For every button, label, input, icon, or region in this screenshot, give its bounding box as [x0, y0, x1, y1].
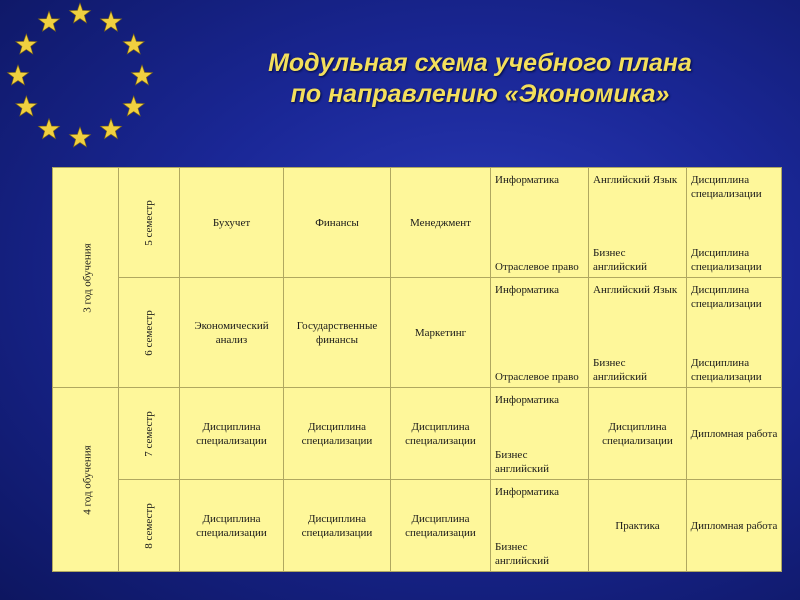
title-line-1: Модульная схема учебного плана — [268, 49, 692, 77]
semester-6-cell — [119, 278, 180, 388]
semester-6-label: 6 семестр — [143, 309, 155, 356]
semester-7-label: 7 семестр — [143, 410, 155, 457]
star-icon — [132, 65, 153, 85]
module-cell: Практика — [589, 480, 687, 572]
module-split-cell — [491, 168, 589, 278]
table-row — [53, 168, 782, 278]
star-icon — [39, 11, 60, 31]
table-row — [53, 388, 782, 480]
module-cell: Дисциплина специализации — [391, 480, 491, 572]
module-bottom: Бизнес английский — [593, 356, 647, 383]
module-bottom: Дисциплина специализации — [691, 246, 762, 273]
module-split-cell — [491, 278, 589, 388]
module-split-cell — [687, 168, 782, 278]
module-top: Английский Язык — [593, 173, 678, 186]
module-cell: Дисциплина специализации — [391, 388, 491, 480]
module-top: Дисциплина специализации — [691, 283, 762, 310]
semester-8-label: 8 семестр — [143, 502, 155, 549]
module-top: Информатика — [495, 393, 560, 406]
module-bottom: Бизнес английский — [593, 246, 647, 273]
module-split-cell — [687, 278, 782, 388]
module-top: Английский Язык — [593, 283, 678, 296]
star-icon — [8, 65, 29, 85]
module-cell: Бухучет — [180, 168, 284, 278]
module-split-cell — [589, 278, 687, 388]
module-split-cell — [491, 480, 589, 572]
module-cell: Дипломная работа — [687, 388, 782, 480]
module-bottom: Бизнес английский — [495, 540, 549, 567]
title-line-2: по направлению «Экономика» — [290, 80, 670, 108]
module-cell: Финансы — [284, 168, 391, 278]
module-cell: Менеджмент — [391, 168, 491, 278]
semester-5-cell — [119, 168, 180, 278]
module-cell: Дисциплина специализации — [180, 388, 284, 480]
module-cell: Маркетинг — [391, 278, 491, 388]
star-icon — [39, 119, 60, 139]
star-icon — [16, 34, 37, 54]
year-4-label: 4 год обучения — [81, 444, 94, 515]
year-3-label: 3 год обучения — [81, 242, 94, 313]
module-top: Информатика — [495, 485, 560, 498]
module-split-cell — [491, 388, 589, 480]
eu-stars-icon — [0, 0, 170, 160]
semester-7-cell — [119, 388, 180, 480]
star-icon — [70, 3, 91, 23]
curriculum-table — [52, 167, 782, 572]
module-top: Дисциплина специализации — [691, 173, 762, 200]
star-icon — [16, 96, 37, 116]
module-bottom: Отраслевое право — [495, 260, 579, 273]
module-cell: Дипломная работа — [687, 480, 782, 572]
year-3-cell — [53, 168, 119, 388]
semester-8-cell — [119, 480, 180, 572]
module-split-cell — [589, 168, 687, 278]
year-4-cell — [53, 388, 119, 572]
star-icon — [101, 119, 122, 139]
table-row — [53, 480, 782, 572]
page-title — [200, 48, 760, 110]
module-top: Информатика — [495, 283, 560, 296]
module-cell: Дисциплина специализации — [180, 480, 284, 572]
star-icon — [70, 127, 91, 147]
table-row — [53, 278, 782, 388]
star-icon — [123, 34, 144, 54]
star-icon — [123, 96, 144, 116]
module-bottom: Бизнес английский — [495, 448, 549, 475]
module-cell: Дисциплина специализации — [589, 388, 687, 480]
module-cell: Дисциплина специализации — [284, 480, 391, 572]
module-top: Информатика — [495, 173, 560, 186]
module-cell: Дисциплина специализации — [284, 388, 391, 480]
module-bottom: Дисциплина специализации — [691, 356, 762, 383]
module-bottom: Отраслевое право — [495, 370, 579, 383]
module-cell: Государственные финансы — [284, 278, 391, 388]
semester-5-label: 5 семестр — [143, 199, 155, 246]
star-icon — [101, 11, 122, 31]
module-cell: Экономический анализ — [180, 278, 284, 388]
